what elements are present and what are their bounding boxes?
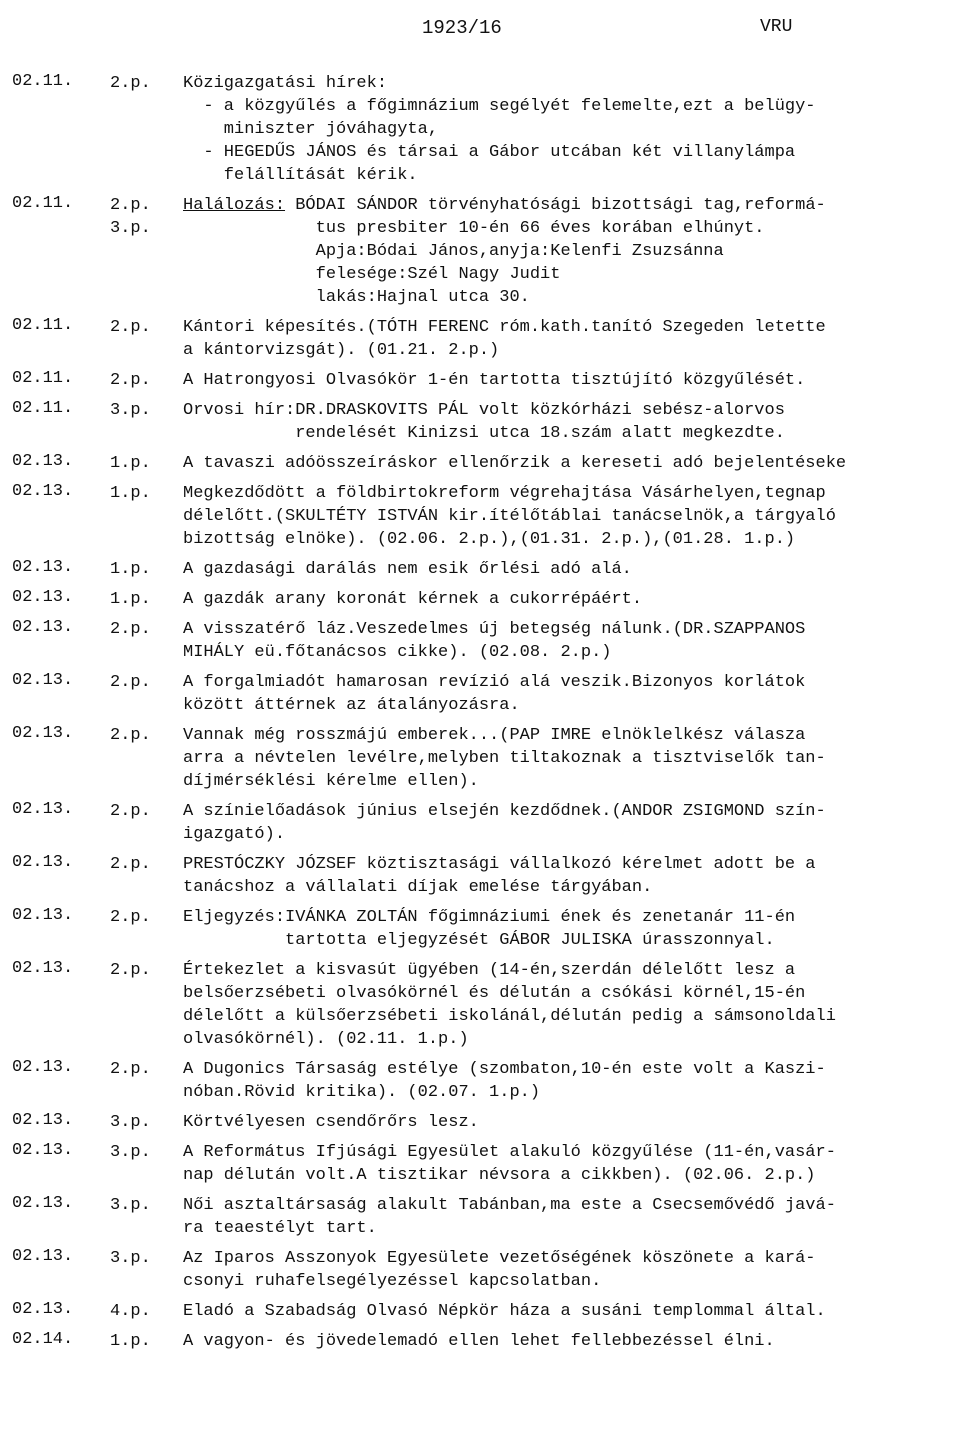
entry-line: A Hatrongyosi Olvasókör 1-én tartotta tisztújító közgyűlését.	[183, 371, 806, 390]
entry-text	[183, 853, 953, 899]
entry-page	[110, 558, 151, 581]
entry-date: 02.13.	[12, 1247, 74, 1266]
entry-line: Közigazgatási hírek:	[183, 74, 388, 93]
page-header	[0, 17, 960, 41]
entry-line: Orvosi hír:DR.DRASKOVITS PÁL volt közkórházi sebész-alorvos	[183, 401, 785, 420]
entry-page-ref: 2.p.	[110, 196, 151, 215]
entry-page-ref: 2.p.	[110, 802, 151, 821]
entry-row	[0, 588, 960, 611]
entry-row	[0, 452, 960, 475]
entry-page-ref: 2.p.	[110, 371, 151, 390]
entry-date: 02.13.	[12, 906, 74, 925]
entry-page	[110, 1247, 151, 1270]
entry-page-ref: 3.p.	[110, 1249, 151, 1268]
entry-list	[0, 72, 960, 1360]
entry-row	[0, 194, 960, 309]
entry-text	[183, 1111, 953, 1134]
entry-date: 02.11.	[12, 399, 74, 418]
entry-text	[183, 959, 953, 1051]
entry-line: délelőtt a külsőerzsébeti iskolánál,délután pedig a sámsonoldali	[183, 1007, 836, 1026]
entry-text	[183, 558, 953, 581]
entry-text	[183, 671, 953, 717]
entry-row	[0, 671, 960, 717]
entry-text	[183, 1247, 953, 1293]
entry-text	[183, 1141, 953, 1187]
entry-row	[0, 482, 960, 551]
entry-date: 02.13.	[12, 1194, 74, 1213]
entry-page-ref: 1.p.	[110, 1332, 151, 1351]
entry-line: nóban.Rövid kritika). (02.07. 1.p.)	[183, 1083, 541, 1102]
entry-page	[110, 399, 151, 422]
entry-line: A visszatérő láz.Veszedelmes új betegség nálunk.(DR.SZAPPANOS	[183, 620, 806, 639]
entry-row	[0, 800, 960, 846]
entry-line: tartotta eljegyzését GÁBOR JULISKA úrasszonnyal.	[183, 931, 775, 950]
entry-row	[0, 399, 960, 445]
entry-line: A tavaszi adóösszeíráskor ellenőrzik a kereseti adó bejelentéseke	[183, 454, 847, 473]
entry-page	[110, 724, 151, 747]
entry-row	[0, 369, 960, 392]
entry-date: 02.11.	[12, 194, 74, 213]
entry-line: ra teaestélyt tart.	[183, 1219, 377, 1238]
entry-row	[0, 1330, 960, 1353]
entry-line: Vannak még rosszmájú emberek...(PAP IMRE elnöklelkész válasza	[183, 726, 806, 745]
entry-row	[0, 1300, 960, 1323]
entry-page-ref: 1.p.	[110, 560, 151, 579]
entry-line: nap délután volt.A tisztikar névsora a cikkben). (02.06. 2.p.)	[183, 1166, 816, 1185]
entry-date: 02.11.	[12, 369, 74, 388]
entry-date: 02.13.	[12, 671, 74, 690]
entry-page	[110, 1194, 151, 1217]
entry-page-ref: 2.p.	[110, 1060, 151, 1079]
entry-date: 02.13.	[12, 959, 74, 978]
entry-line: olvasókörnél). (02.11. 1.p.)	[183, 1030, 469, 1049]
document-code: 1923/16	[422, 17, 502, 39]
entry-page	[110, 671, 151, 694]
entry-line: tanácshoz a vállalati díjak emelése tárgyában.	[183, 878, 653, 897]
entry-text	[183, 369, 953, 392]
entry-page-ref: 3.p.	[110, 1196, 151, 1215]
entry-page-ref: 2.p.	[110, 726, 151, 745]
entry-row	[0, 72, 960, 187]
entry-line: miniszter jóváhagyta,	[183, 120, 439, 139]
entry-text	[183, 1058, 953, 1104]
entry-page	[110, 316, 151, 339]
entry-line: A színielőadások június elsején kezdődnek.(ANDOR ZSIGMOND szín-	[183, 802, 826, 821]
entry-page	[110, 72, 151, 95]
entry-line: tus presbiter 10-én 66 éves korában elhúnyt.	[183, 219, 765, 238]
entry-line: Az Iparos Asszonyok Egyesülete vezetőségének köszönete a kará-	[183, 1249, 816, 1268]
entry-text	[183, 1300, 953, 1323]
entry-page-ref: 2.p.	[110, 620, 151, 639]
entry-text	[183, 800, 953, 846]
entry-date: 02.14.	[12, 1330, 74, 1349]
entry-line: A forgalmiadót hamarosan revízió alá veszik.Bizonyos korlátok	[183, 673, 806, 692]
entry-row	[0, 1058, 960, 1104]
entry-date: 02.13.	[12, 724, 74, 743]
entry-line: Értekezlet a kisvasút ügyében (14-én,szerdán délelőtt lesz a	[183, 961, 796, 980]
entry-line: felesége:Szél Nagy Judit	[183, 265, 561, 284]
entry-row	[0, 1194, 960, 1240]
entry-line: felállítását kérik.	[183, 166, 418, 185]
entry-page-ref: 3.p.	[110, 1143, 151, 1162]
entry-line: Apja:Bódai János,anyja:Kelenfi Zsuzsánna	[183, 242, 724, 261]
entry-date: 02.13.	[12, 452, 74, 471]
entry-text	[183, 316, 953, 362]
entry-line: a kántorvizsgát). (01.21. 2.p.)	[183, 341, 500, 360]
entry-page-ref: 2.p.	[110, 318, 151, 337]
entry-text	[183, 1194, 953, 1240]
entry-page	[110, 369, 151, 392]
entry-page-ref: 1.p.	[110, 484, 151, 503]
entry-date: 02.13.	[12, 482, 74, 501]
entry-row	[0, 724, 960, 793]
entry-label: Halálozás:	[183, 196, 286, 215]
entry-line: MIHÁLY eü.főtanácsos cikke). (02.08. 2.p.)	[183, 643, 612, 662]
entry-page	[110, 588, 151, 611]
entry-date: 02.13.	[12, 800, 74, 819]
entry-page-ref: 3.p.	[110, 219, 151, 238]
entry-line: A Református Ifjúsági Egyesület alakuló közgyűlése (11-én,vasár-	[183, 1143, 836, 1162]
entry-page	[110, 800, 151, 823]
entry-date: 02.13.	[12, 1300, 74, 1319]
entry-row	[0, 1141, 960, 1187]
entry-date: 02.11.	[12, 72, 74, 91]
entry-date: 02.13.	[12, 1111, 74, 1130]
entry-page-ref: 2.p.	[110, 855, 151, 874]
entry-line: Kántori képesítés.(TÓTH FERENC róm.kath.tanító Szegeden letette	[183, 318, 826, 337]
entry-text	[183, 72, 953, 187]
entry-line: Női asztaltársaság alakult Tabánban,ma este a Csecsemővédő javá-	[183, 1196, 836, 1215]
entry-date: 02.13.	[12, 1141, 74, 1160]
entry-page	[110, 194, 151, 240]
entry-row	[0, 1111, 960, 1134]
entry-line: lakás:Hajnal utca 30.	[183, 288, 530, 307]
entry-page-ref: 4.p.	[110, 1302, 151, 1321]
entry-page	[110, 959, 151, 982]
entry-line: - a közgyűlés a főgimnázium segélyét felemelte,ezt a belügy-	[183, 97, 816, 116]
entry-line: között áttérnek az átalányozásra.	[183, 696, 520, 715]
entry-page	[110, 1300, 151, 1323]
entry-text	[183, 482, 953, 551]
entry-row	[0, 853, 960, 899]
entry-line: PRESTÓCZKY JÓZSEF köztisztasági vállalkozó kérelmet adott be a	[183, 855, 816, 874]
entry-line: Megkezdődött a földbirtokreform végrehajtása Vásárhelyen,tegnap	[183, 484, 826, 503]
entry-page	[110, 618, 151, 641]
entry-row	[0, 906, 960, 952]
entry-row	[0, 959, 960, 1051]
entry-page-ref: 2.p.	[110, 908, 151, 927]
entry-page-ref: 3.p.	[110, 1113, 151, 1132]
entry-page-ref: 1.p.	[110, 454, 151, 473]
entry-line: A gazdasági darálás nem esik őrlési adó alá.	[183, 560, 632, 579]
entry-page	[110, 906, 151, 929]
entry-row	[0, 618, 960, 664]
entry-page-ref: 2.p.	[110, 74, 151, 93]
entry-row	[0, 316, 960, 362]
entry-text	[183, 194, 953, 309]
entry-page	[110, 1141, 151, 1164]
entry-date: 02.11.	[12, 316, 74, 335]
entry-label-rest: BÓDAI SÁNDOR törvényhatósági bizottsági tag,reformá-	[285, 196, 826, 215]
entry-line: igazgató).	[183, 825, 286, 844]
entry-line: Eljegyzés:IVÁNKA ZOLTÁN főgimnáziumi ének és zenetanár 11-én	[183, 908, 796, 927]
entry-date: 02.13.	[12, 558, 74, 577]
entry-page	[110, 452, 151, 475]
entry-line: rendelését Kinizsi utca 18.szám alatt megkezdte.	[183, 424, 785, 443]
entry-date: 02.13.	[12, 618, 74, 637]
entry-page	[110, 1058, 151, 1081]
entry-line: belsőerzsébeti olvasókörnél és délután a csókási körnél,15-én	[183, 984, 806, 1003]
entry-line: arra a névtelen levélre,melyben tiltakoznak a tisztviselők tan-	[183, 749, 826, 768]
document-tag: VRU	[760, 17, 793, 37]
entry-first-line	[183, 194, 953, 217]
entry-text	[183, 724, 953, 793]
entry-row	[0, 558, 960, 581]
entry-text	[183, 452, 953, 475]
entry-text	[183, 618, 953, 664]
entry-page	[110, 1330, 151, 1353]
entry-date: 02.13.	[12, 588, 74, 607]
entry-text	[183, 1330, 953, 1353]
entry-text	[183, 906, 953, 952]
entry-line: A Dugonics Társaság estélye (szombaton,10-én este volt a Kaszi-	[183, 1060, 826, 1079]
entry-page-ref: 1.p.	[110, 590, 151, 609]
entry-row	[0, 1247, 960, 1293]
entry-line: Körtvélyesen csendőrőrs lesz.	[183, 1113, 479, 1132]
entry-text	[183, 399, 953, 445]
entry-date: 02.13.	[12, 853, 74, 872]
entry-page-ref: 2.p.	[110, 961, 151, 980]
entry-page-ref: 3.p.	[110, 401, 151, 420]
entry-page	[110, 853, 151, 876]
entry-line: A vagyon- és jövedelemadó ellen lehet fellebbezéssel élni.	[183, 1332, 775, 1351]
entry-line: Eladó a Szabadság Olvasó Népkör háza a susáni templommal által.	[183, 1302, 826, 1321]
entry-line: A gazdák arany koronát kérnek a cukorrépáért.	[183, 590, 643, 609]
entry-text	[183, 588, 953, 611]
entry-line: délelőtt.(SKULTÉTY ISTVÁN kir.ítélőtáblai tanácselnök,a tárgyaló	[183, 507, 836, 526]
entry-line: bizottság elnöke). (02.06. 2.p.),(01.31. 2.p.),(01.28. 1.p.)	[183, 530, 796, 549]
entry-date: 02.13.	[12, 1058, 74, 1077]
entry-line: - HEGEDŰS JÁNOS és társai a Gábor utcában két villanylámpa	[183, 143, 796, 162]
entry-line: csonyi ruhafelsegélyezéssel kapcsolatban.	[183, 1272, 602, 1291]
entry-page-ref: 2.p.	[110, 673, 151, 692]
entry-line: díjmérséklési kérelme ellen).	[183, 772, 479, 791]
entry-page	[110, 482, 151, 505]
entry-page	[110, 1111, 151, 1134]
